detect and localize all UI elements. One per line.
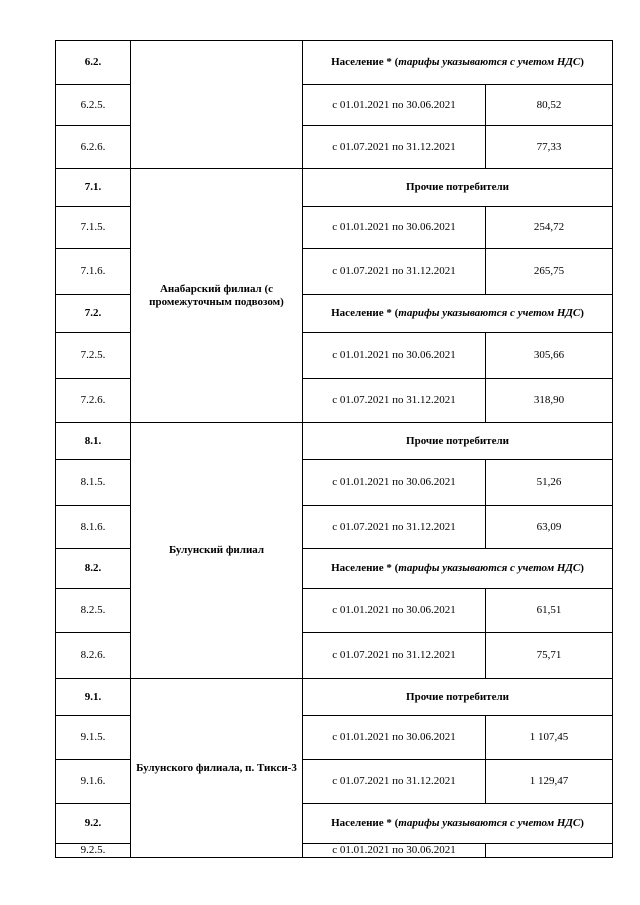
period-cell: с 01.07.2021 по 31.12.2021 [303, 633, 486, 679]
row-code: 7.1.5. [56, 207, 131, 249]
row-code: 8.1. [56, 423, 131, 460]
tariff-value: 61,51 [486, 589, 613, 633]
branch-name: Анабарский филиал (с промежуточным подвозом) [131, 169, 303, 423]
period-cell: с 01.01.2021 по 30.06.2021 [303, 589, 486, 633]
row-code: 7.2.6. [56, 379, 131, 423]
row-code: 9.2. [56, 804, 131, 844]
tariff-value: 51,26 [486, 460, 613, 506]
row-code: 6.2.6. [56, 126, 131, 169]
table-row [56, 423, 613, 460]
row-code: 6.2. [56, 41, 131, 85]
tariff-value: 1 129,47 [486, 760, 613, 804]
section-header-population: Население * (тарифы указываются с учетом НДС) [303, 804, 613, 844]
section-header-population: Население * (тарифы указываются с учетом НДС) [303, 41, 613, 85]
period-cell: с 01.01.2021 по 30.06.2021 [303, 460, 486, 506]
branch-cell-empty [131, 41, 303, 169]
tariff-value: 77,33 [486, 126, 613, 169]
tariff-value: 305,66 [486, 333, 613, 379]
row-code: 6.2.5. [56, 85, 131, 126]
row-code: 7.2. [56, 295, 131, 333]
section-header-other-consumers: Прочие потребители [303, 423, 613, 460]
period-cell: с 01.01.2021 по 30.06.2021 [303, 716, 486, 760]
branch-name: Булунского филиала, п. Тикси-3 [131, 679, 303, 858]
period-cell: с 01.07.2021 по 31.12.2021 [303, 506, 486, 549]
row-code: 9.1. [56, 679, 131, 716]
section-header-population: Население * (тарифы указываются с учетом НДС) [303, 549, 613, 589]
period-cell: с 01.01.2021 по 30.06.2021 [303, 844, 486, 858]
tariff-value [486, 844, 613, 858]
tariff-value: 63,09 [486, 506, 613, 549]
tariff-value: 1 107,45 [486, 716, 613, 760]
row-code: 8.2.5. [56, 589, 131, 633]
row-code: 9.1.5. [56, 716, 131, 760]
period-cell: с 01.01.2021 по 30.06.2021 [303, 85, 486, 126]
section-header-population: Население * (тарифы указываются с учетом НДС) [303, 295, 613, 333]
branch-name: Булунский филиал [131, 423, 303, 679]
period-cell: с 01.07.2021 по 31.12.2021 [303, 249, 486, 295]
table-row [56, 41, 613, 85]
tariff-value: 80,52 [486, 85, 613, 126]
period-cell: с 01.07.2021 по 31.12.2021 [303, 126, 486, 169]
row-code: 7.2.5. [56, 333, 131, 379]
row-code: 8.2. [56, 549, 131, 589]
tariff-table [55, 40, 613, 858]
section-header-other-consumers: Прочие потребители [303, 679, 613, 716]
period-cell: с 01.01.2021 по 30.06.2021 [303, 333, 486, 379]
period-cell: с 01.07.2021 по 31.12.2021 [303, 379, 486, 423]
row-code: 7.1.6. [56, 249, 131, 295]
row-code: 9.2.5. [56, 844, 131, 858]
tariff-value: 265,75 [486, 249, 613, 295]
row-code: 8.2.6. [56, 633, 131, 679]
table-row [56, 679, 613, 716]
row-code: 9.1.6. [56, 760, 131, 804]
tariff-value: 254,72 [486, 207, 613, 249]
table-row [56, 169, 613, 207]
tariff-value: 75,71 [486, 633, 613, 679]
row-code: 8.1.6. [56, 506, 131, 549]
period-cell: с 01.01.2021 по 30.06.2021 [303, 207, 486, 249]
section-header-other-consumers: Прочие потребители [303, 169, 613, 207]
row-code: 7.1. [56, 169, 131, 207]
row-code: 8.1.5. [56, 460, 131, 506]
tariff-value: 318,90 [486, 379, 613, 423]
period-cell: с 01.07.2021 по 31.12.2021 [303, 760, 486, 804]
